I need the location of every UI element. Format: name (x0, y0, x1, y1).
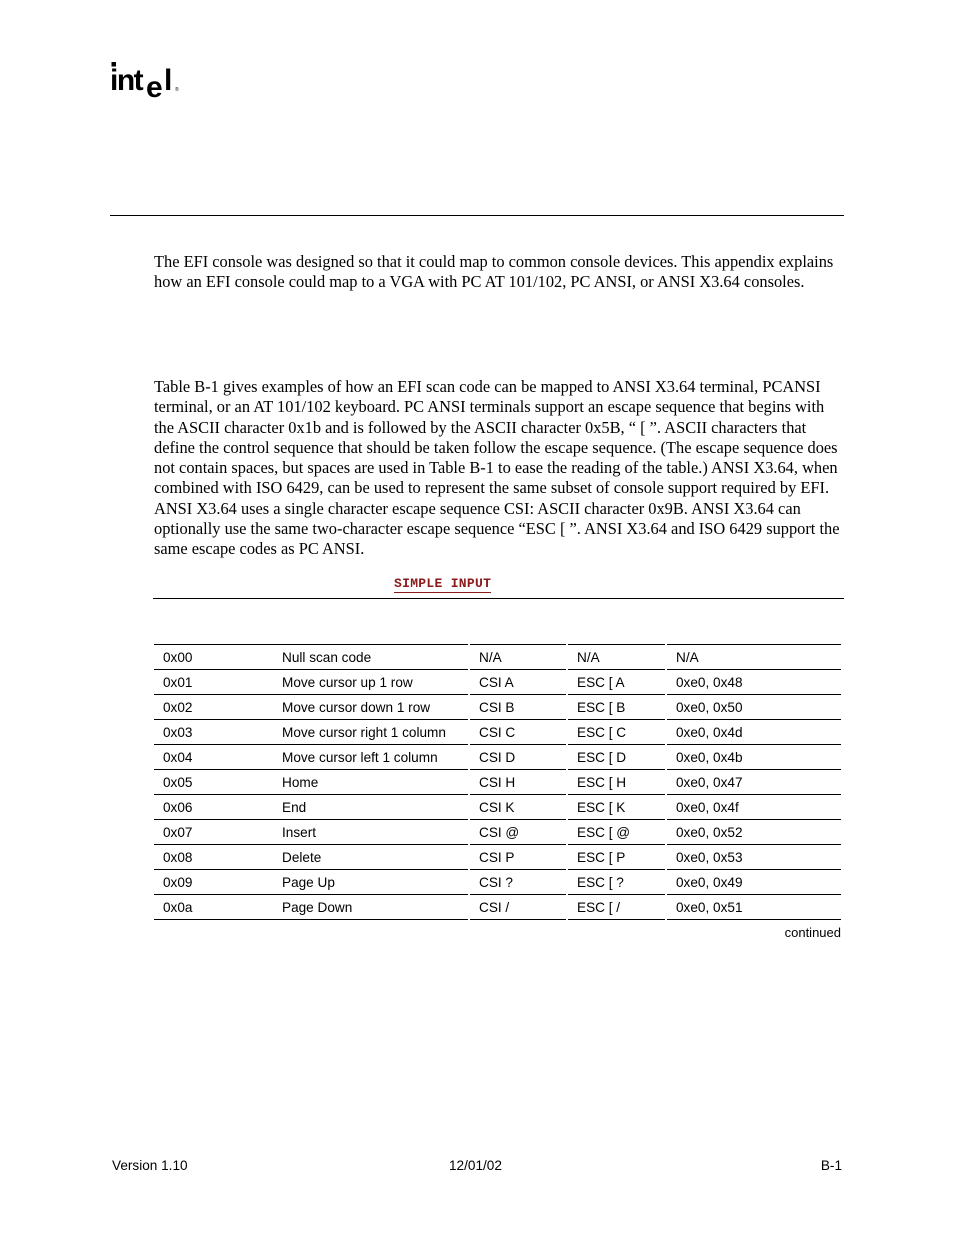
description-cell: Home (273, 770, 469, 795)
table-row (154, 795, 841, 820)
svg-text:®: ® (175, 87, 179, 93)
scan-code-cell: 0x06 (154, 795, 273, 820)
description-cell: Insert (273, 820, 469, 845)
ansi-x364-cell: CSI B (469, 695, 567, 720)
pc-ansi-cell: ESC [ / (567, 895, 666, 920)
at-keyboard-cell: 0xe0, 0x4d (666, 720, 841, 745)
at-keyboard-cell: 0xe0, 0x51 (666, 895, 841, 920)
pc-ansi-cell: ESC [ @ (567, 820, 666, 845)
scan-code-cell: 0x01 (154, 670, 273, 695)
description-cell: Delete (273, 845, 469, 870)
simple-input-link[interactable]: SIMPLE INPUT (394, 576, 492, 591)
description-cell: End (273, 795, 469, 820)
description-cell: Page Down (273, 895, 469, 920)
footer-version: Version 1.10 (112, 1158, 188, 1173)
ansi-x364-cell: CSI / (469, 895, 567, 920)
description-cell: Null scan code (273, 645, 469, 670)
table-row (154, 870, 841, 895)
pc-ansi-cell: ESC [ H (567, 770, 666, 795)
table-row (154, 670, 841, 695)
ansi-x364-cell: N/A (469, 645, 567, 670)
ansi-x364-cell: CSI H (469, 770, 567, 795)
table-row (154, 720, 841, 745)
at-keyboard-cell: 0xe0, 0x49 (666, 870, 841, 895)
description-cell: Move cursor down 1 row (273, 695, 469, 720)
caption-line (394, 574, 491, 592)
pc-ansi-cell: ESC [ P (567, 845, 666, 870)
table-row (154, 770, 841, 795)
at-keyboard-cell: N/A (666, 645, 841, 670)
svg-text:int: int (110, 64, 143, 97)
description-cell: Move cursor left 1 column (273, 745, 469, 770)
continued-label: continued (784, 925, 841, 940)
pc-ansi-cell: N/A (567, 645, 666, 670)
at-keyboard-cell: 0xe0, 0x4f (666, 795, 841, 820)
svg-text:l: l (164, 64, 173, 97)
intro-paragraph: The EFI console was designed so that it could map to common console devices. This appendix explains how an EFI console could map to a VGA with PC AT 101/102, PC ANSI, or ANSI X3.64 consoles. (154, 252, 834, 292)
description-cell: Page Up (273, 870, 469, 895)
scan-code-cell: 0x09 (154, 870, 273, 895)
pc-ansi-cell: ESC [ D (567, 745, 666, 770)
footer-date: 12/01/02 (449, 1158, 502, 1173)
scan-code-cell: 0x00 (154, 645, 273, 670)
table-row (154, 820, 841, 845)
description-cell: Move cursor right 1 column (273, 720, 469, 745)
scan-code-table (154, 644, 841, 920)
ansi-x364-cell: CSI D (469, 745, 567, 770)
at-keyboard-cell: 0xe0, 0x53 (666, 845, 841, 870)
scan-code-cell: 0x07 (154, 820, 273, 845)
pc-ansi-cell: ESC [ ? (567, 870, 666, 895)
header-rule (110, 215, 844, 216)
scan-code-cell: 0x0a (154, 895, 273, 920)
pc-ansi-cell: ESC [ C (567, 720, 666, 745)
caption-rule (153, 598, 844, 599)
table-row (154, 645, 841, 670)
at-keyboard-cell: 0xe0, 0x50 (666, 695, 841, 720)
at-keyboard-cell: 0xe0, 0x52 (666, 820, 841, 845)
pc-ansi-cell: ESC [ A (567, 670, 666, 695)
scan-code-cell: 0x02 (154, 695, 273, 720)
description-cell: Move cursor up 1 row (273, 670, 469, 695)
table-row (154, 695, 841, 720)
footer-page-number: B-1 (820, 1158, 842, 1173)
pc-ansi-cell: ESC [ B (567, 695, 666, 720)
ansi-x364-cell: CSI K (469, 795, 567, 820)
ansi-x364-cell: CSI ? (469, 870, 567, 895)
pc-ansi-cell: ESC [ K (567, 795, 666, 820)
scan-code-cell: 0x08 (154, 845, 273, 870)
table-row (154, 745, 841, 770)
table-row (154, 895, 841, 920)
scan-code-cell: 0x05 (154, 770, 273, 795)
intel-logo (110, 60, 182, 100)
mapping-paragraph: Table B-1 gives examples of how an EFI scan code can be mapped to ANSI X3.64 terminal, PCANSI terminal, or an AT 101/102 keyboard. PC ANSI terminals support an escape sequence that begins with the ASCII character 0x1b and is followed by the ASCII character 0x5B, “ [ ”. ASCII characters that define the control sequence that should be taken follow the escape sequence. (The escape sequence does not contain spaces, but spaces are used in Table B-1 to ease the reading of the table.) ANSI X3.64, when combined with ISO 6429, can be used to represent the same subset of console support required by EFI. ANSI X3.64 uses a single character escape sequence CSI: ASCII character 0x9B. ANSI X3.64 can optionally use the same two-character escape sequence “ESC [ ”. ANSI X3.64 and ISO 6429 support the same escape codes as PC ANSI. (154, 377, 840, 559)
svg-text:e: e (146, 71, 163, 100)
ansi-x364-cell: CSI @ (469, 820, 567, 845)
ansi-x364-cell: CSI A (469, 670, 567, 695)
table-row (154, 845, 841, 870)
at-keyboard-cell: 0xe0, 0x4b (666, 745, 841, 770)
ansi-x364-cell: CSI C (469, 720, 567, 745)
at-keyboard-cell: 0xe0, 0x47 (666, 770, 841, 795)
at-keyboard-cell: 0xe0, 0x48 (666, 670, 841, 695)
scan-code-cell: 0x03 (154, 720, 273, 745)
scan-code-cell: 0x04 (154, 745, 273, 770)
ansi-x364-cell: CSI P (469, 845, 567, 870)
